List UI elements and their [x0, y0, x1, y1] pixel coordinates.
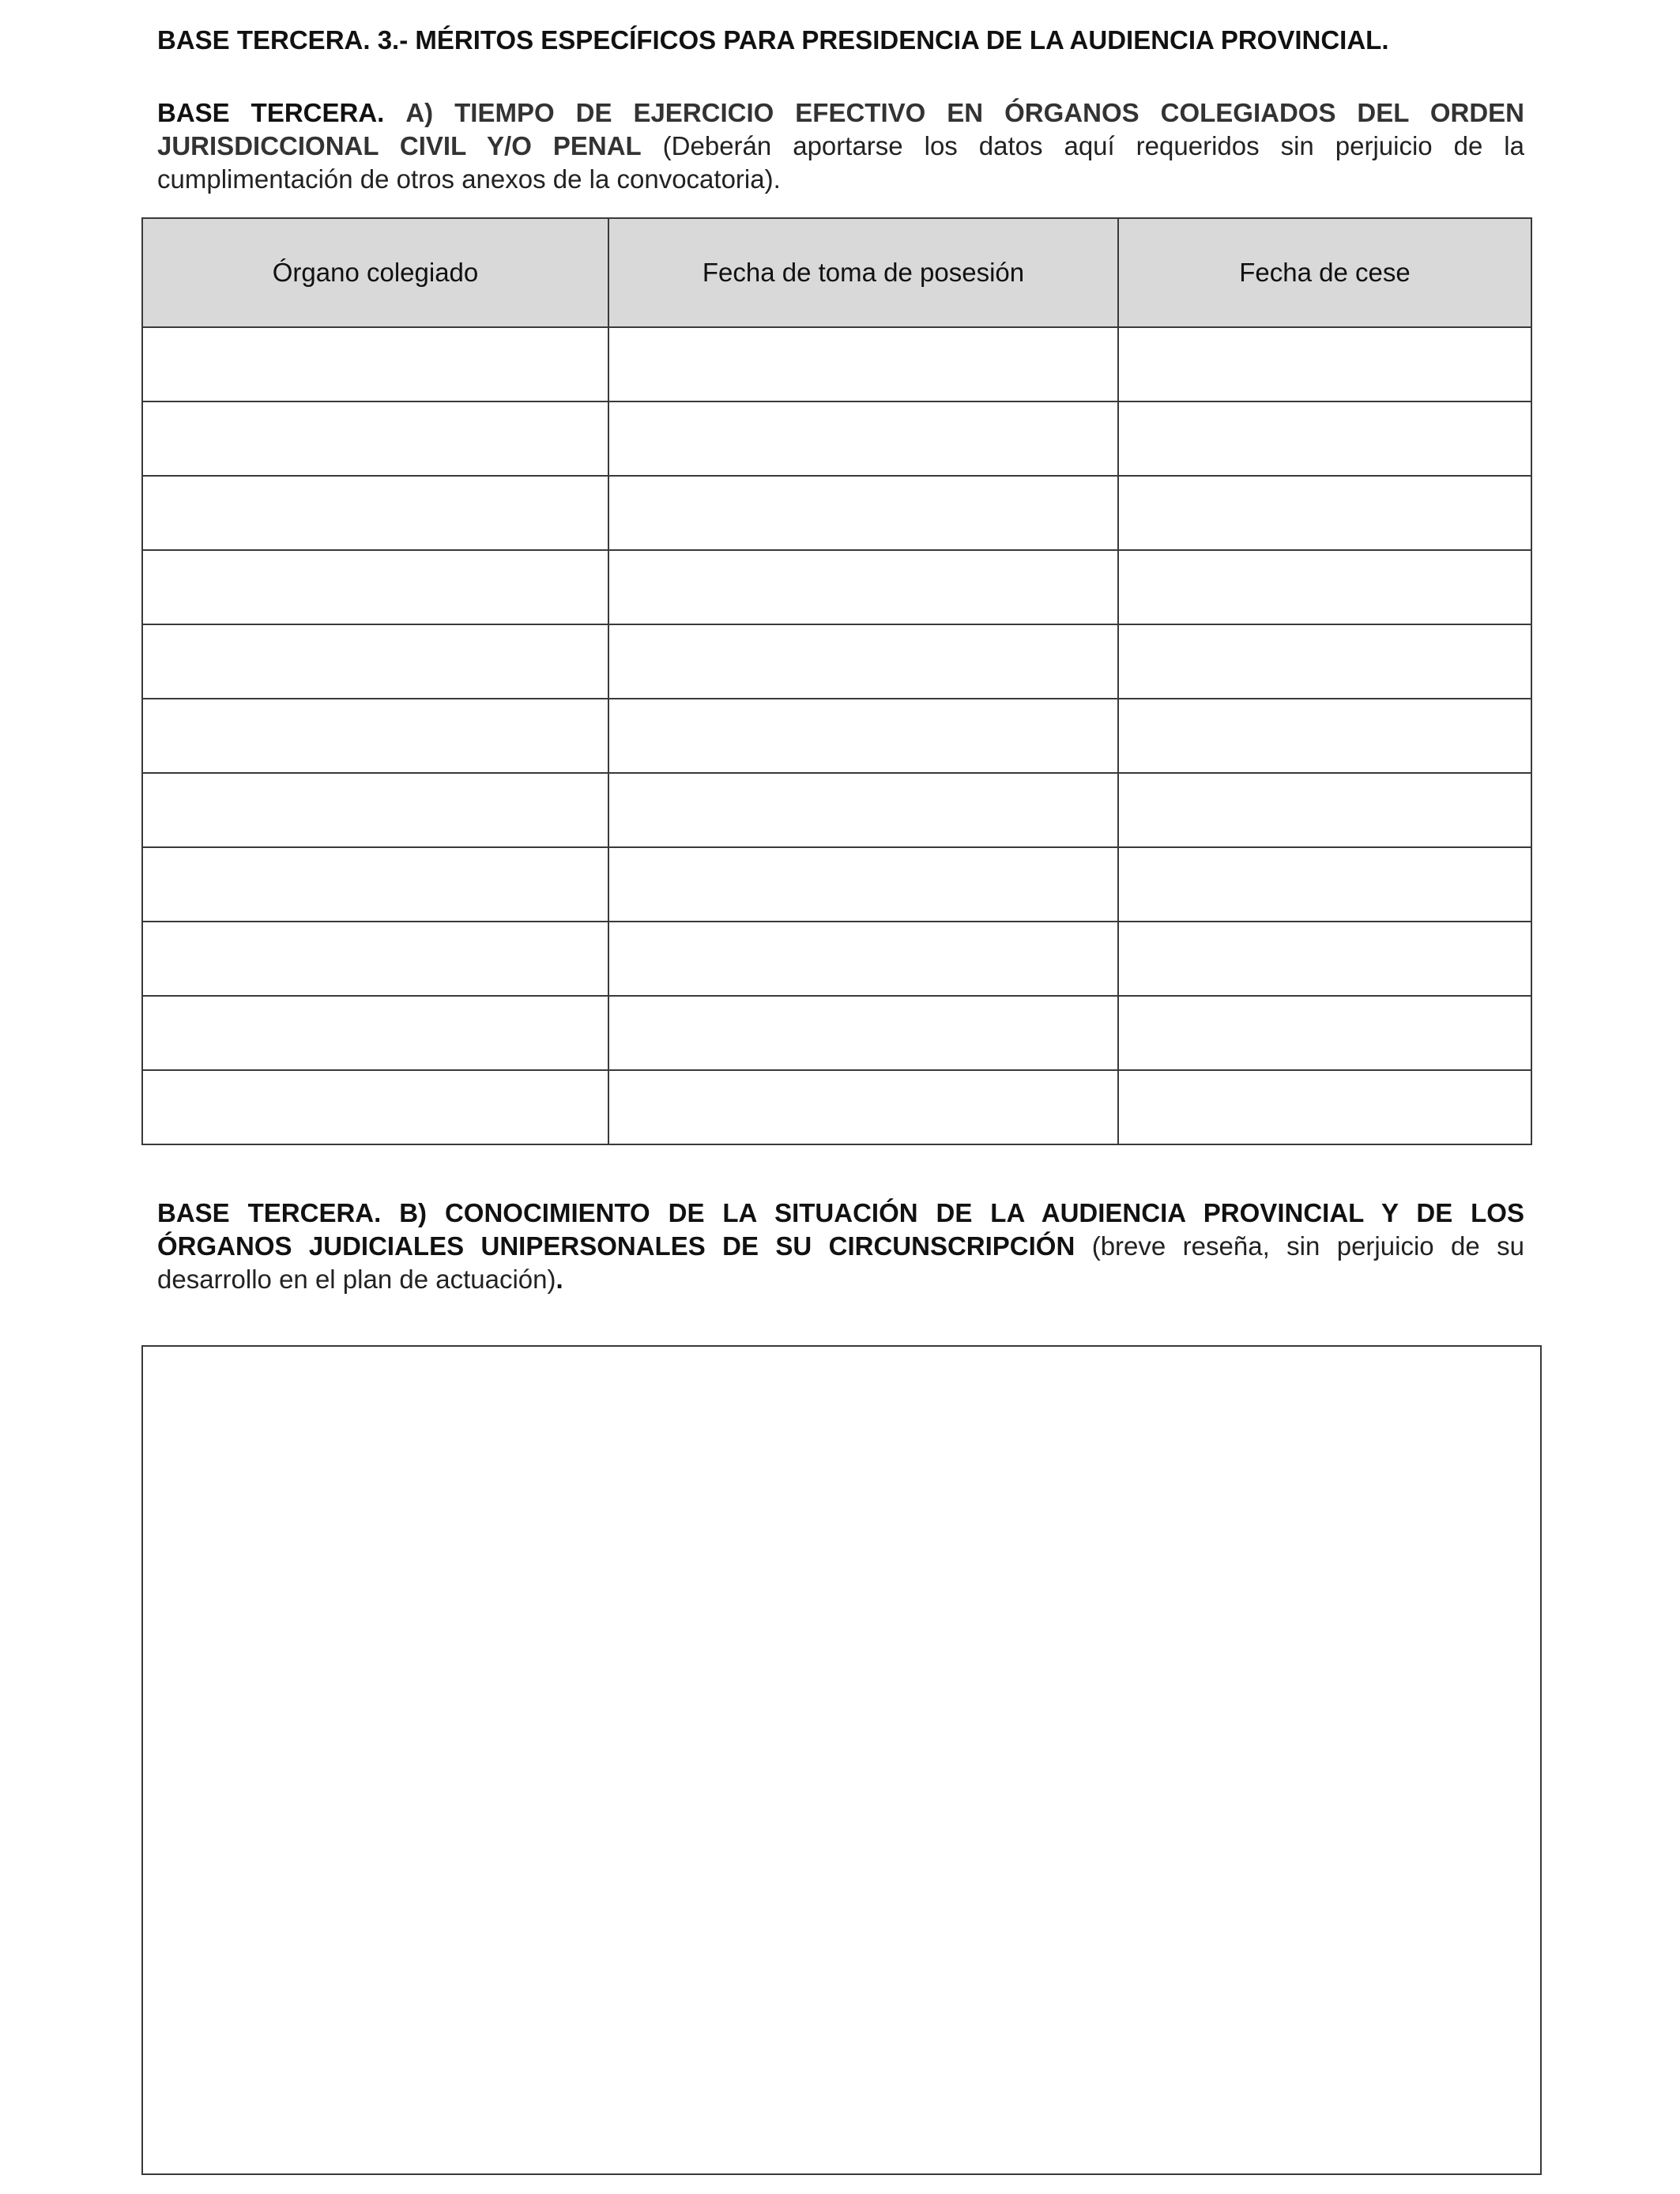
merits-table: [141, 217, 1532, 1145]
narrative-text-box[interactable]: [141, 1345, 1542, 2175]
table-header-row: [142, 218, 1531, 327]
cell-organo-colegiado[interactable]: [142, 1070, 608, 1144]
cell-fecha-toma-posesion[interactable]: [608, 401, 1118, 476]
cell-fecha-toma-posesion[interactable]: [608, 550, 1118, 624]
cell-fecha-cese[interactable]: [1118, 550, 1531, 624]
cell-organo-colegiado[interactable]: [142, 476, 608, 550]
cell-fecha-toma-posesion[interactable]: [608, 476, 1118, 550]
cell-fecha-toma-posesion[interactable]: [608, 847, 1118, 922]
cell-organo-colegiado[interactable]: [142, 847, 608, 922]
cell-fecha-toma-posesion[interactable]: [608, 1070, 1118, 1144]
header-organo-colegiado: Órgano colegiado: [142, 218, 608, 327]
cell-fecha-toma-posesion[interactable]: [608, 773, 1118, 847]
table-row: [142, 922, 1531, 996]
cell-fecha-cese[interactable]: [1118, 922, 1531, 996]
table-row: [142, 847, 1531, 922]
table-row: [142, 624, 1531, 699]
cell-fecha-cese[interactable]: [1118, 773, 1531, 847]
table-row: [142, 327, 1531, 401]
cell-organo-colegiado[interactable]: [142, 401, 608, 476]
cell-organo-colegiado[interactable]: [142, 996, 608, 1070]
cell-fecha-cese[interactable]: [1118, 699, 1531, 773]
cell-fecha-cese[interactable]: [1118, 1070, 1531, 1144]
section-a-paragraph: [157, 96, 1524, 196]
cell-fecha-cese[interactable]: [1118, 847, 1531, 922]
cell-fecha-toma-posesion[interactable]: [608, 699, 1118, 773]
main-heading: BASE TERCERA. 3.- MÉRITOS ESPECÍFICOS PARA PRESIDENCIA DE LA AUDIENCIA PROVINCIAL.: [157, 25, 1389, 55]
cell-fecha-toma-posesion[interactable]: [608, 996, 1118, 1070]
cell-organo-colegiado[interactable]: [142, 327, 608, 401]
section-a-title: A) TIEMPO DE EJERCICIO EFECTIVO EN ÓRGANOS COLEGIADOS DEL ORDEN JURISDICCIONAL CIVIL Y/O PENAL: [157, 98, 1524, 160]
cell-fecha-cese[interactable]: [1118, 624, 1531, 699]
cell-fecha-cese[interactable]: [1118, 476, 1531, 550]
cell-organo-colegiado[interactable]: [142, 550, 608, 624]
table-row: [142, 996, 1531, 1070]
table-row: [142, 699, 1531, 773]
section-b-note: (breve reseña, sin perjuicio de su desarrollo en el plan de actuación): [157, 1231, 1524, 1294]
section-b-end-mark: .: [556, 1265, 563, 1294]
cell-fecha-cese[interactable]: [1118, 401, 1531, 476]
cell-fecha-cese[interactable]: [1118, 996, 1531, 1070]
header-fecha-cese: Fecha de cese: [1118, 218, 1531, 327]
table-row: [142, 476, 1531, 550]
section-b-title: BASE TERCERA. B) CONOCIMIENTO DE LA SITUACIÓN DE LA AUDIENCIA PROVINCIAL Y DE LOS ÓRGANOS JUDICIALES UNIPERSONALES DE SU CIRCUNSCRIPCIÓN: [157, 1198, 1524, 1261]
cell-fecha-toma-posesion[interactable]: [608, 922, 1118, 996]
section-a-note: (Deberán aportarse los datos aquí requeridos sin perjuicio de la cumplimentación de otros anexos de la convocatoria).: [157, 131, 1524, 194]
cell-organo-colegiado[interactable]: [142, 922, 608, 996]
table-row: [142, 773, 1531, 847]
table-row: [142, 401, 1531, 476]
cell-fecha-cese[interactable]: [1118, 327, 1531, 401]
cell-organo-colegiado[interactable]: [142, 624, 608, 699]
table-row: [142, 1070, 1531, 1144]
section-b-paragraph: [157, 1197, 1524, 1296]
table-row: [142, 550, 1531, 624]
cell-organo-colegiado[interactable]: [142, 699, 608, 773]
header-fecha-toma-posesion: Fecha de toma de posesión: [608, 218, 1118, 327]
cell-organo-colegiado[interactable]: [142, 773, 608, 847]
cell-fecha-toma-posesion[interactable]: [608, 624, 1118, 699]
cell-fecha-toma-posesion[interactable]: [608, 327, 1118, 401]
section-a-prefix: BASE TERCERA.: [157, 98, 385, 127]
